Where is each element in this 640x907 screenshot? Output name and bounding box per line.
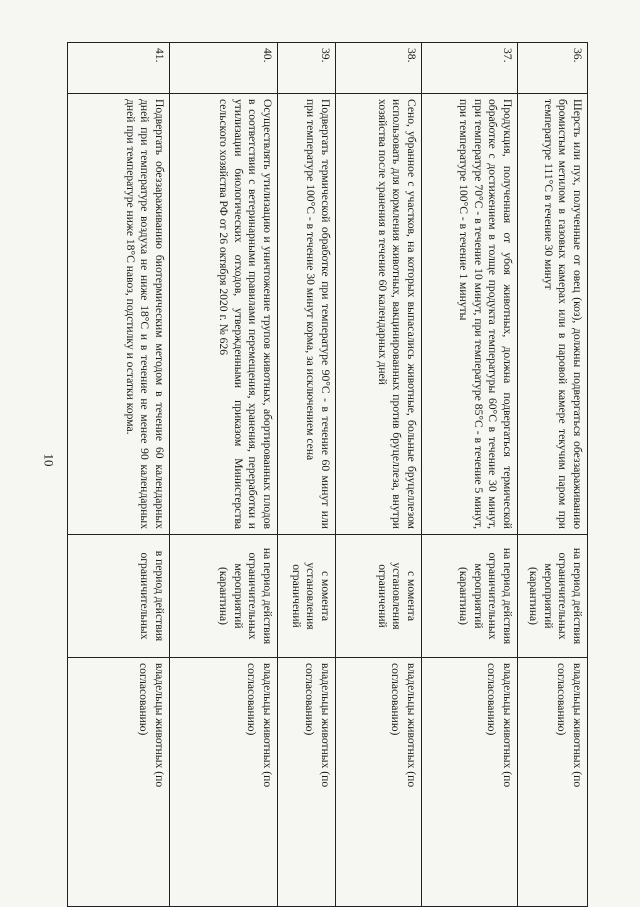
table-row: [68, 43, 170, 907]
table-row: [422, 43, 518, 907]
measure-responsible: [278, 658, 336, 907]
measure-description: Продукция, полученная от убоя животных, должна подвергаться термической обработке с достижением в толще продукта температуры 60°С в течение 30 минут, при температуре 70°С - в течение 10 минут, при температуре 85°С - в течение 5 минут, при температуре 100°С - в течение 1 минуты: [422, 94, 518, 535]
measure-responsible: [68, 658, 170, 907]
page-number: 10: [41, 453, 57, 467]
rotated-table-container: [68, 42, 588, 862]
responsible-line: согласованию): [303, 663, 317, 736]
responsible-line: владельцы животных (по: [153, 663, 166, 788]
table-row: [170, 43, 278, 907]
measure-term: с момента установления ограничений: [278, 535, 336, 658]
row-number: 41.: [68, 43, 170, 94]
measure-description: Сено, убранное с участков, на которых выпасались животные, больные бруцеллезом использовать для кормления животных, вакцинированных против бруцеллеза, внутри хозяйства после хранения в течение 60 календарных дней: [336, 94, 422, 535]
responsible-line: согласованию): [245, 663, 259, 736]
responsible-line: владельцы животных (по: [405, 663, 418, 788]
measure-description: Осуществлять утилизацию и уничтожение трупов животных, абортированных плодов в соответствии с ветеринарными правилами перемещения, хранения, переработки и утилизации биологических отходов, утвержденными приказом Министерства сельского хозяйства РФ от 26 октября 2020 г. № 626: [170, 94, 278, 535]
measure-responsible: [336, 658, 422, 907]
measure-term: в период действия ограничительных: [68, 535, 170, 658]
responsible-line: согласованию): [389, 663, 403, 736]
measure-responsible: [170, 658, 278, 907]
row-number: 36.: [518, 43, 588, 94]
measure-term: на период действия ограничительных мероприятий (карантина): [518, 535, 588, 658]
measure-term: на период действия ограничительных мероприятий (карантина): [170, 535, 278, 658]
responsible-line: владельцы животных (по: [571, 663, 584, 788]
row-number: 39.: [278, 43, 336, 94]
responsible-line: владельцы животных (по: [501, 663, 514, 788]
row-number: 37.: [422, 43, 518, 94]
table-row: [336, 43, 422, 907]
measure-responsible: [518, 658, 588, 907]
measures-table: [67, 42, 588, 907]
measure-term: с момента установления ограничений: [336, 535, 422, 658]
responsible-line: владельцы животных (по: [261, 663, 274, 788]
responsible-line: согласованию): [555, 663, 569, 736]
responsible-line: владельцы животных (по: [319, 663, 332, 788]
responsible-line: согласованию): [137, 663, 151, 736]
table-row: [518, 43, 588, 907]
table-row: [278, 43, 336, 907]
measure-term: на период действия ограничительных мероприятий (карантина): [422, 535, 518, 658]
measure-description: Шерсть или пух, полученные от овец (коз), должны подвергаться обеззараживанию бромистым метилом в газовых камерах или в паровой камере текучим паром при температуре 111°С в течение 30 минут: [518, 94, 588, 535]
row-number: 38.: [336, 43, 422, 94]
row-number: 40.: [170, 43, 278, 94]
responsible-line: согласованию): [485, 663, 499, 736]
measure-description: Подвергать термической обработке при температуре 90°С - в течение 60 минут или при температуре 100°С - в течение 30 минут корма, за исключением сена: [278, 94, 336, 535]
measure-description: Подвергать обеззараживанию биотермическим методом в течение 60 календарных дней при температуре воздуха не ниже 18°С и в течение не менее 90 календарных дней при температуре ниже 18°С навоз, подстилку и остатки корма.: [68, 94, 170, 535]
measure-responsible: [422, 658, 518, 907]
